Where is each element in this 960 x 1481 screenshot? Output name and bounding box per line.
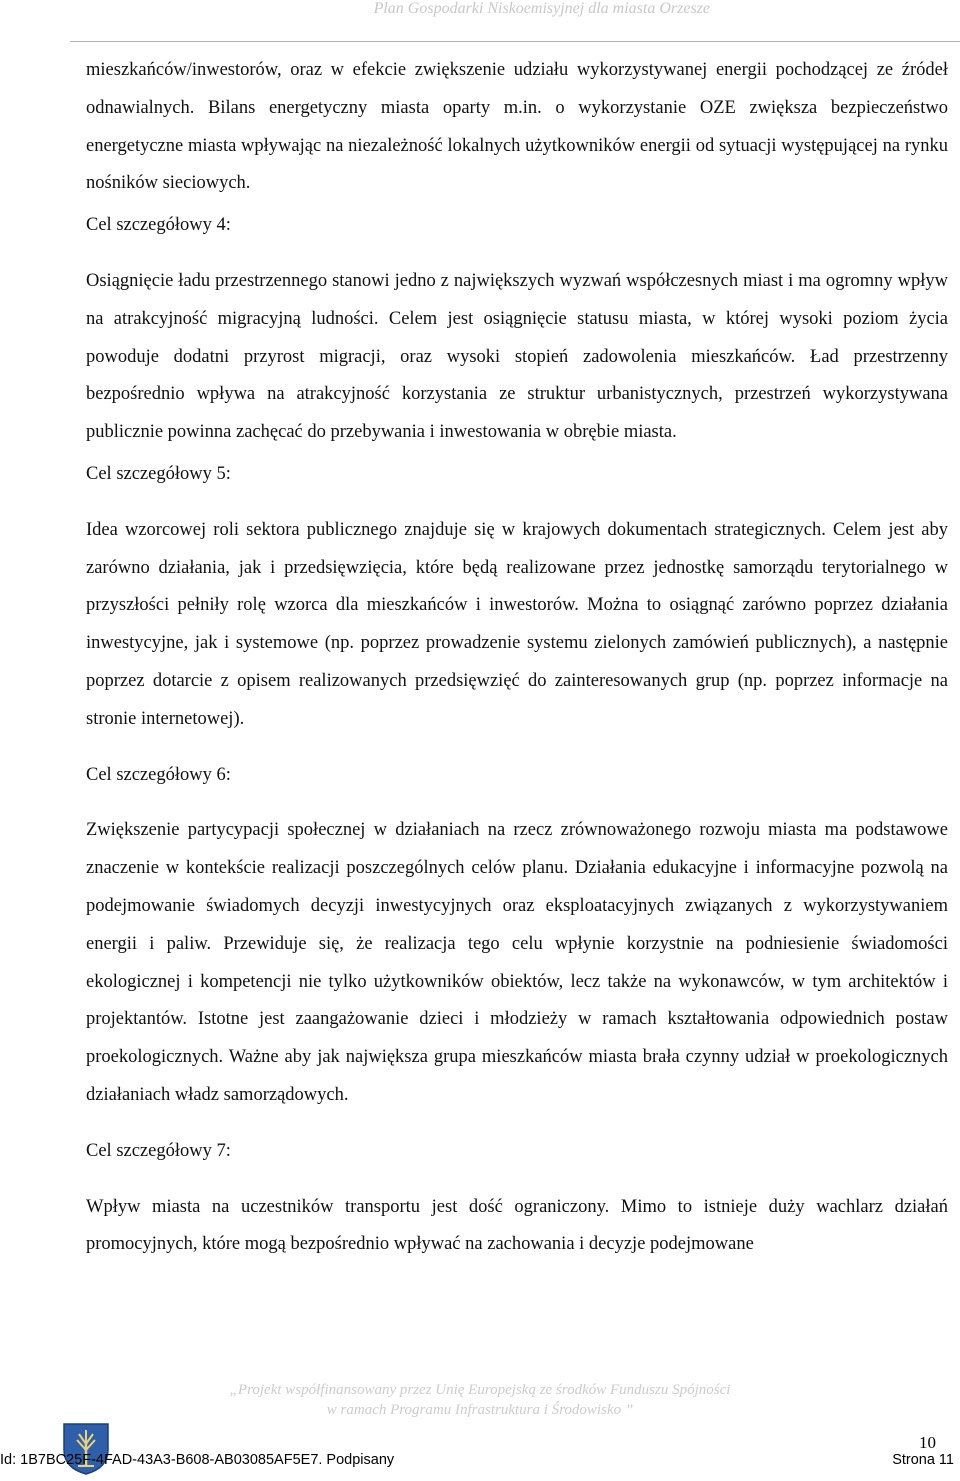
document-body <box>86 52 948 1264</box>
funding-line-2: w ramach Programu Infrastruktura i Środowisko ” <box>326 1402 634 1418</box>
goal-6-paragraph: Zwiększenie partycypacji społecznej w działaniach na rzecz zrównoważonego rozwoju miasta ma podstawowe znaczenie w kontekście realizacji poszczególnych celów planu. Działania edukacyjne i informacyjne pozwolą na podejmowanie świadomych decyzji inwestycyjnych oraz eksploatacyjnych związanych z wykorzystywaniem energii i paliw. Przewiduje się, że realizacja tego celu wpłynie korzystnie na podniesienie świadomości ekologicznej i kompetencji nie tylko użytkowników obiektów, lecz także na wykonawców, w tym architektów i projektantów. Istotne jest zaangażowanie dzieci i młodzieży w ramach kształtowania odpowiednich postaw proekologicznych. Ważne aby jak największa grupa mieszkańców miasta brała czynny udział w proekologicznych działaniach władz samorządowych. <box>86 820 948 1105</box>
goal-7-heading: Cel szczegółowy 7: <box>86 1140 231 1161</box>
goal-6-heading: Cel szczegółowy 6: <box>86 764 231 785</box>
goal-4-paragraph: Osiągnięcie ładu przestrzennego stanowi jedno z największych wyzwań współczesnych miast i ma ogromny wpływ na atrakcyjność migracyjną ludności. Celem jest osiągnięcie statusu miasta, w której wysoki poziom życia powoduje dodatni przyrost migracji, oraz wysoki stopień zadowolenia mieszkańców. Ład przestrzenny bezpośrednio wpływa na atrakcyjność korzystania ze struktur urbanistycznych, przestrzeń wykorzystywana publicznie powinna zachęcać do przebywania i inwestowania w obrębie miasta. <box>86 270 948 443</box>
document-id: Id: 1B7BC25F-4FAD-43A3-B608-AB03085AF5E7. Podpisany <box>0 1452 395 1468</box>
page-number: 10 <box>919 1433 936 1452</box>
funding-line-1: „Projekt współfinansowany przez Unię Europejską ze środków Funduszu Spójności <box>229 1382 731 1398</box>
goal-5-heading: Cel szczegółowy 5: <box>86 463 231 484</box>
goal-7-paragraph: Wpływ miasta na uczestników transportu jest dość ograniczony. Mimo to istnieje duży wachlarz działań promocyjnych, które mogą bezpośrednio wpływać na zachowania i decyzje podejmowane <box>86 1196 948 1255</box>
page-label: Strona 11 <box>892 1452 954 1468</box>
funding-note <box>0 1380 960 1420</box>
goal-4-heading: Cel szczegółowy 4: <box>86 215 231 236</box>
intro-paragraph: mieszkańców/inwestorów, oraz w efekcie zwiększenie udziału wykorzystywanej energii pochodzącej ze źródeł odnawialnych. Bilans energetyczny miasta oparty m.in. o wykorzystanie OZE zwiększa bezpieczeństwo energetyczne miasta wpływając na niezależność lokalnych użytkowników energii od sytuacji występującej na rynku nośników sieciowych. <box>86 60 948 194</box>
goal-5-paragraph: Idea wzorcowej roli sektora publicznego znajduje się w krajowych dokumentach strategicznych. Celem jest aby zarówno działania, jak i przedsięwzięcia, które będą realizowane przez jednostkę samorządu terytorialnego w przyszłości pełniły rolę wzorca dla mieszkańców i inwestorów. Można to osiągnąć zarówno poprzez działania inwestycyjne, jak i systemowe (np. poprzez prowadzenie systemu zielonych zamówień publicznych), a następnie poprzez dotarcie z opisem realizowanych przedsięwzięć do zainteresowanych grup (np. poprzez informacje na stronie internetowej). <box>86 519 948 729</box>
running-header: Plan Gospodarki Niskoemisyjnej dla miasta Orzesze <box>373 0 710 17</box>
header-divider <box>70 41 960 42</box>
